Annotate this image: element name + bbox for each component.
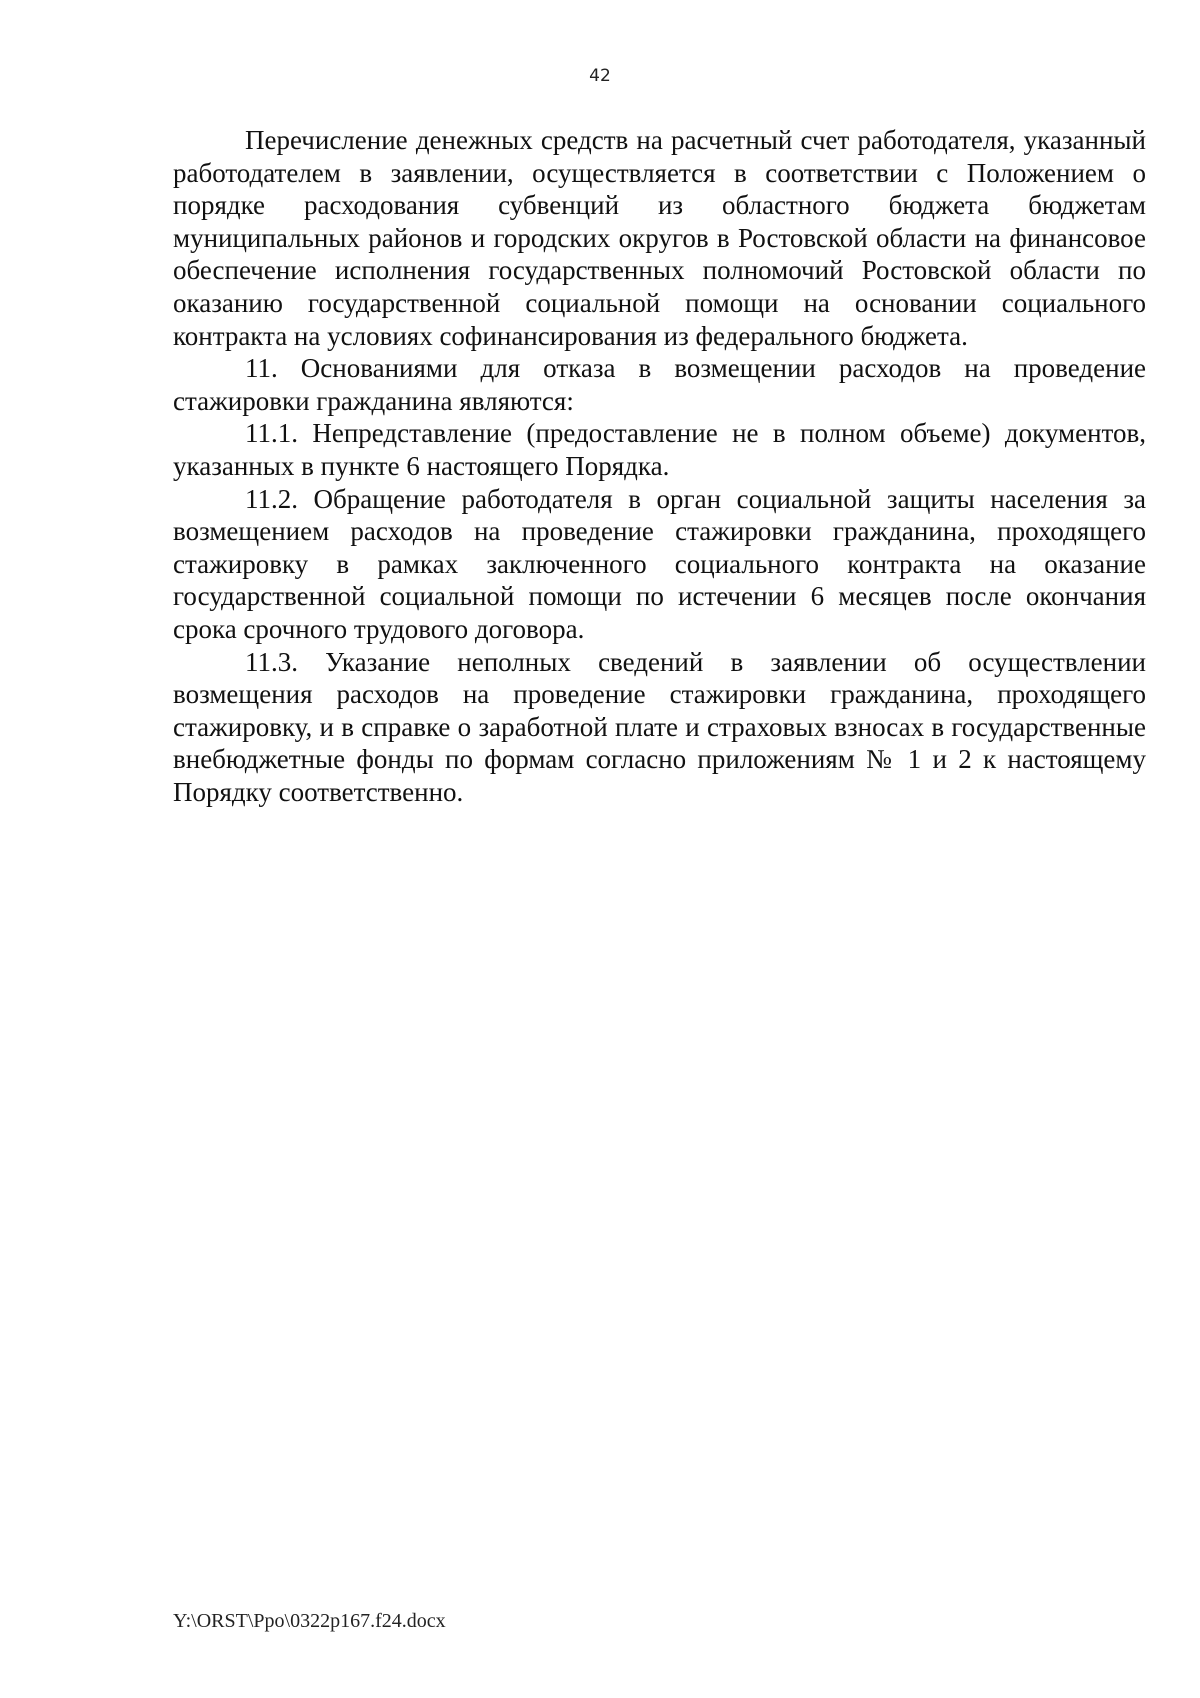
paragraph-11-2: 11.2. Обращение работодателя в орган социальной защиты населения за возмещением расходов на проведение стажировки гражданина, проходящего стажировку в рамках заключенного социального контракта на оказание государственной социальной помощи по истечении 6 месяцев после окончания срока срочного трудового договора. xyxy=(173,483,1146,644)
file-path-footer: Y:\ORST\Ppo\0322p167.f24.docx xyxy=(173,1610,446,1632)
paragraph-11-1: 11.1. Непредставление (предоставление не в полном объеме) документов, указанных в пункте 6 настоящего Порядка. xyxy=(173,418,1146,481)
page-number: 42 xyxy=(589,66,611,86)
paragraph-11-3: 11.3. Указание неполных сведений в заявлении об осуществлении возмещения расходов на проведение стажировки гражданина, проходящего стажировку, и в справке о заработной плате и страховых взносах в государственные внебюджетные фонды по формам согласно приложениям № 1 и 2 к настоящему Порядку соответственно. xyxy=(173,646,1146,807)
paragraph-transfer-of-funds: Перечисление денежных средств на расчетный счет работодателя, указанный работодателем в заявлении, осуществляется в соответствии с Положением о порядке расходования субвенций из областного бюджета бюджетам муниципальных районов и городских округов в Ростовской области на финансовое обеспечение исполнения государственных полномочий Ростовской области по оказанию государственной социальной помощи на основании социального контракта на условиях софинансирования из федерального бюджета. xyxy=(173,125,1146,351)
document-body xyxy=(173,124,1146,808)
paragraph-11-refusal-grounds: 11. Основаниями для отказа в возмещении расходов на проведение стажировки гражданина являются: xyxy=(173,353,1146,416)
